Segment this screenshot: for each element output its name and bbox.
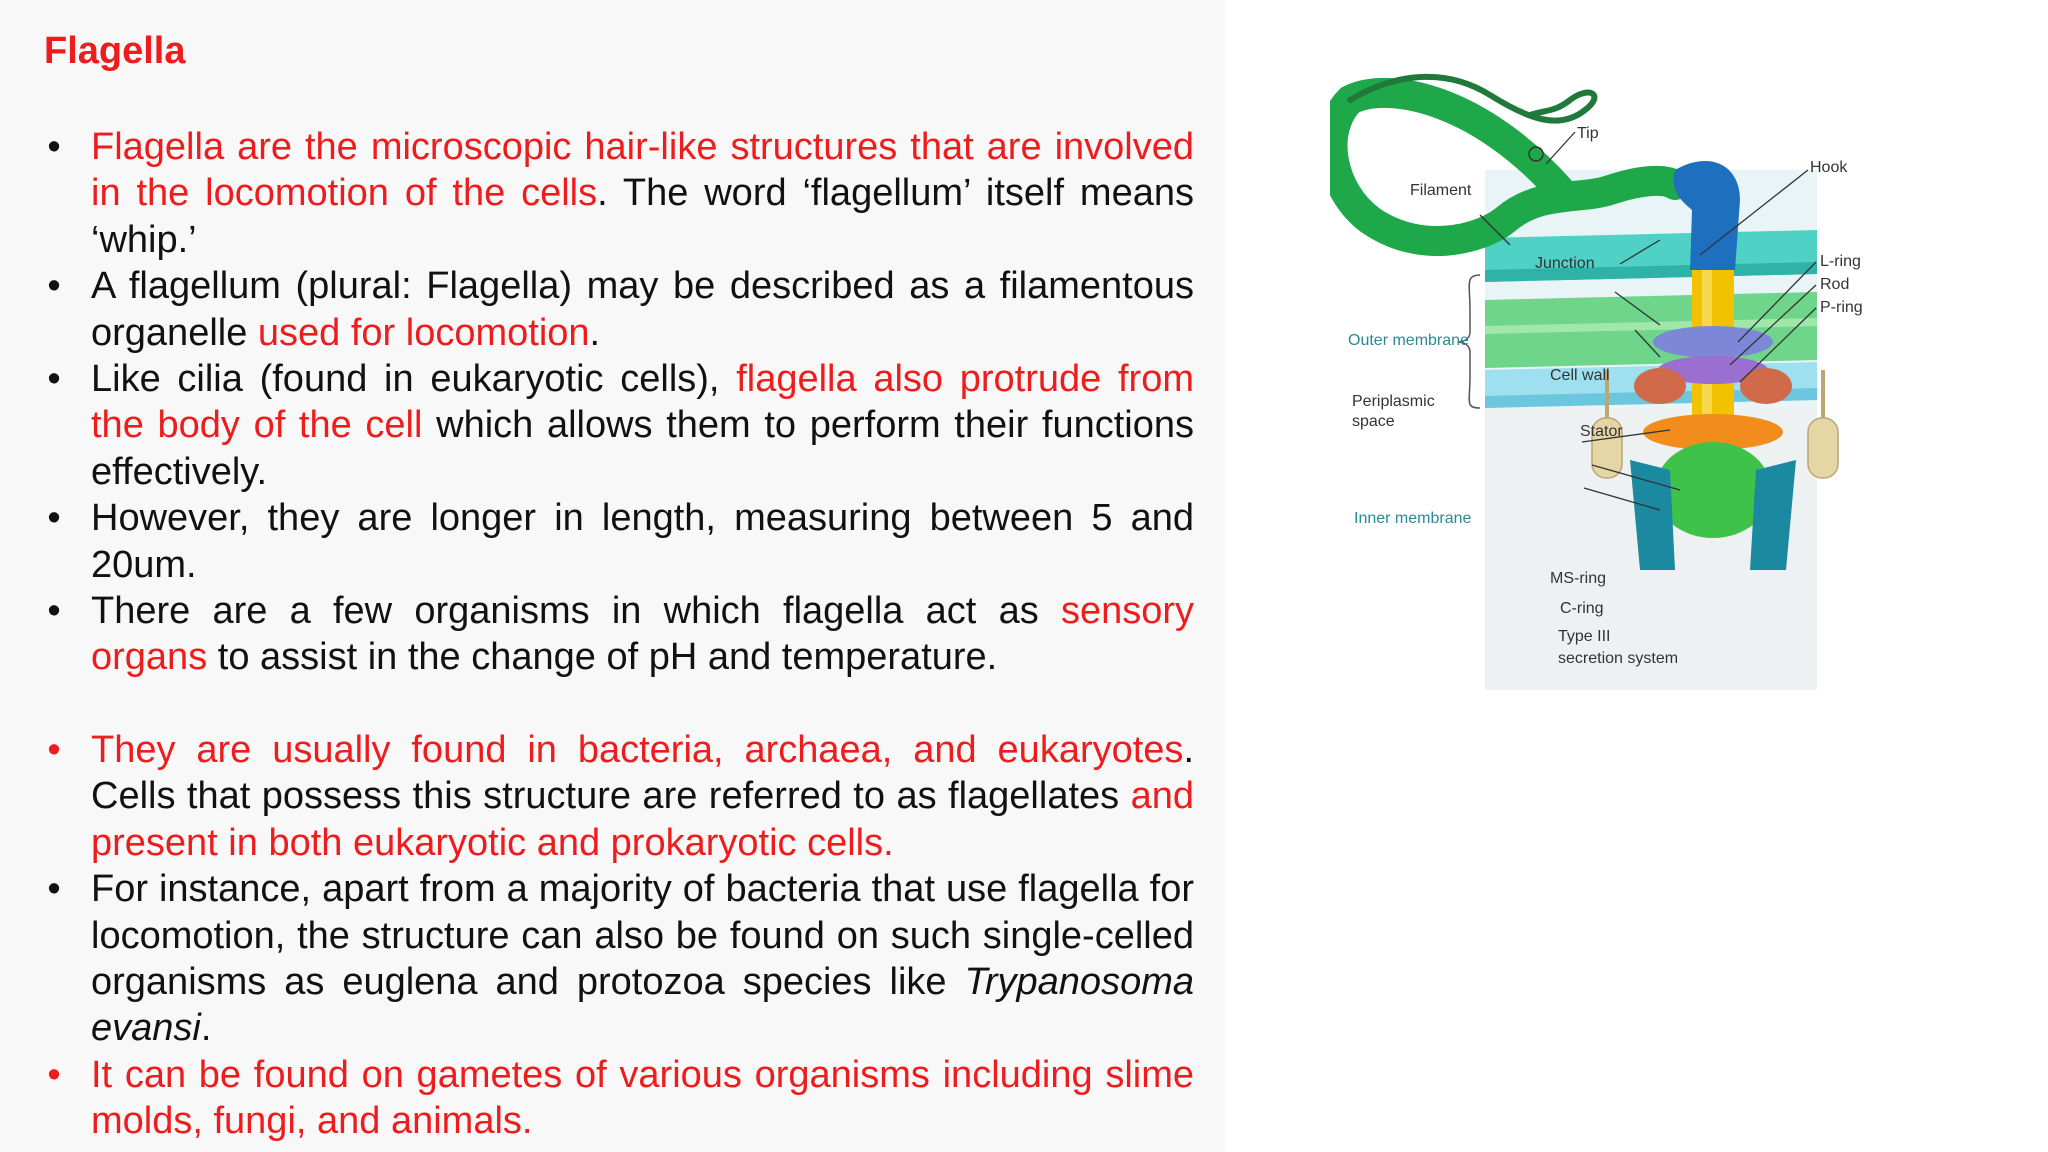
bullet-dot: • [47,868,61,911]
bullet-text: . [589,311,601,354]
bullet-dot: • [47,590,61,633]
bullet-text: . Cells that possess this structure are referred to as flagellates [91,728,1194,818]
flagellum-diagram [1330,70,2010,690]
label-ms-ring: MS-ring [1550,570,1607,587]
bullet-item [44,263,1194,356]
label-hook: Hook [1810,159,1848,176]
label-inner-membrane: Inner membrane [1354,510,1472,527]
label-stator: Stator [1580,423,1623,440]
label-l-ring: L-ring [1820,253,1861,270]
stator-right [1808,418,1838,478]
bullet-text: and present in both eukaryotic and prokaryotic cells. [91,775,1194,864]
bullet-text: For instance, apart from a majority of bacteria that use flagella for locomotion, the structure can also be found on such single-celled organisms as euglena and protozoa species like [91,868,1194,1003]
bullet-item [44,588,1194,681]
bullet-item [44,866,1194,1052]
label-junction: Junction [1535,255,1595,272]
bullet-text: Like cilia (found in eukaryotic cells), [91,358,737,401]
bullet-text: Trypanosoma evansi [91,960,1194,1050]
bullet-text: . The word ‘flagellum’ itself means ‘whip.’ [91,172,1194,261]
bullet-text: used for locomotion [257,311,590,354]
bullet-item [44,124,1194,263]
rotor-right [1740,368,1792,404]
label-p-ring: P-ring [1820,299,1863,316]
bullet-text: which allows them to perform their functions effectively. [91,404,1194,493]
bullet-text: flagella also protrude from the body of the cell [91,358,1194,447]
label-cell-wall: Cell wall [1550,367,1610,384]
bullet-list [44,124,1194,1145]
bullet-text: to assist in the change of pH and temperature. [207,636,998,679]
bullet-dot: • [47,1053,61,1096]
bullet-dot: • [47,358,61,401]
bullet-text: . [200,1007,212,1050]
label-type3-1: Type III [1558,628,1611,645]
bullet-text: It can be found on gametes of various organisms including slime molds, fungi, and animals. [91,1053,1194,1143]
slide-title: Flagella [44,30,186,72]
label-outer-membrane: Outer membrane [1348,332,1469,349]
label-periplasmic-2: space [1352,413,1395,430]
bullet-dot: • [47,728,61,771]
label-periplasmic-1: Periplasmic [1352,393,1435,410]
bullet-dot: • [47,497,61,540]
bullet-text: A flagellum (plural: Flagella) may be described as a filamentous organelle [91,265,1194,354]
bullet-item [44,727,1194,866]
label-type3-2: secretion system [1558,650,1679,667]
bullet-item [44,1052,1194,1145]
label-c-ring: C-ring [1560,600,1604,617]
bullet-text: However, they are longer in length, measuring between 5 and 20um. [91,497,1194,586]
bullet-text: sensory organs [91,590,1194,679]
bullet-text: They are usually found in bacteria, archaea, and eukaryotes [91,728,1184,771]
bullet-text: There are a few organisms in which flagella act as [91,590,1061,633]
label-tip: Tip [1577,125,1599,142]
bullet-text: Flagella are the microscopic hair-like structures that are involved in the locomotion of the cells [91,126,1194,215]
label-filament: Filament [1410,182,1472,199]
rotor-left [1634,368,1686,404]
bullet-dot: • [47,126,61,168]
bullet-dot: • [47,265,61,308]
bullet-item [44,356,1194,495]
bullet-item [44,495,1194,588]
label-rod: Rod [1820,276,1850,293]
